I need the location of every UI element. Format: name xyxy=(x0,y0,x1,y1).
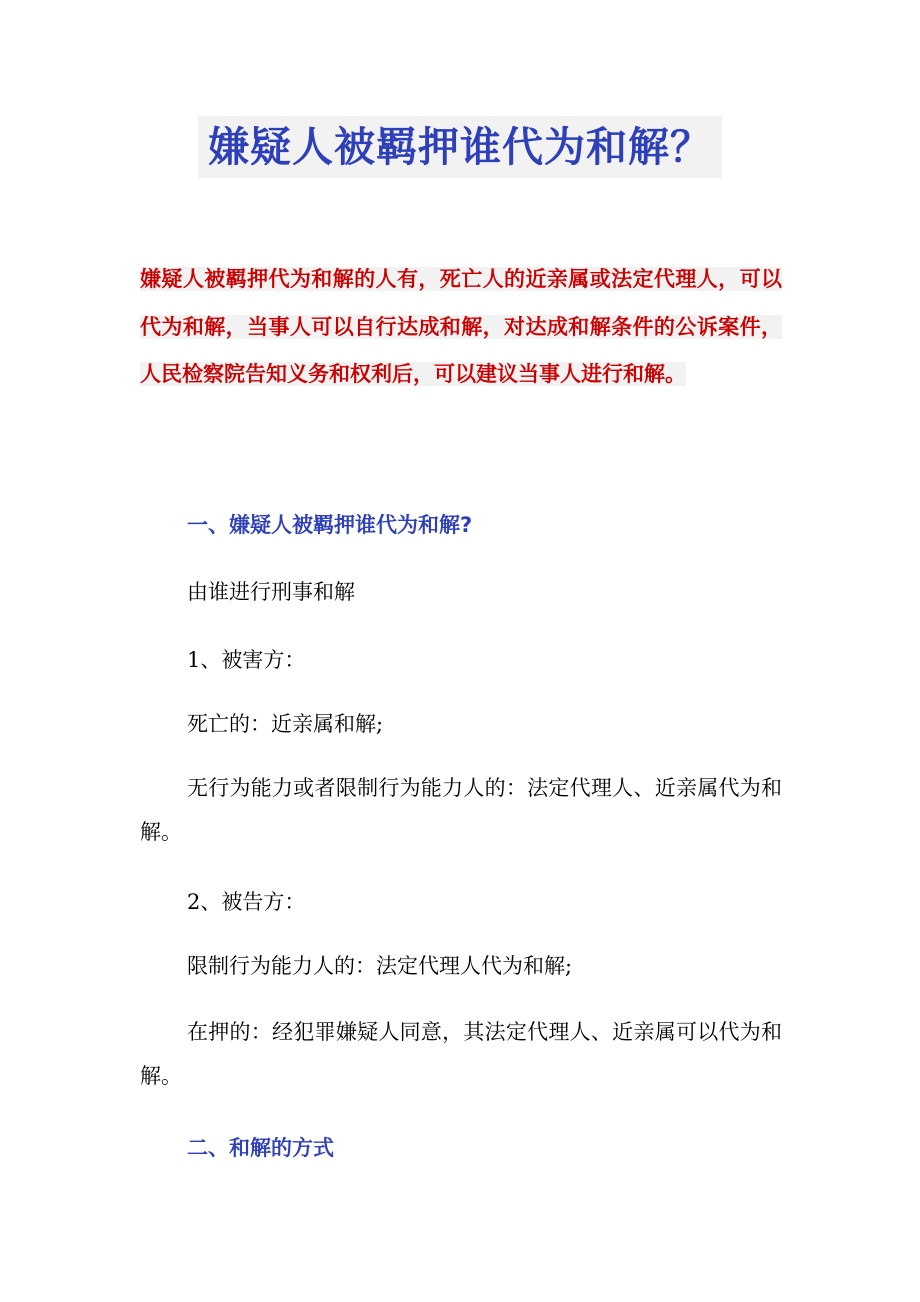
title-container xyxy=(0,116,920,178)
section-2-heading: 二、和解的方式 xyxy=(187,1136,334,1160)
summary-paragraph xyxy=(140,256,782,399)
summary-text: 嫌疑人被羁押代为和解的人有，死亡人的近亲属或法定代理人，可以代为和解，当事人可以自行达成和解，对达成和解条件的公诉案件，人民检察院告知义务和权利后，可以建议当事人进行和解。 xyxy=(140,267,782,386)
document-title: 嫌疑人被羁押谁代为和解？ xyxy=(198,116,722,178)
section-1-heading: 一、嫌疑人被羁押谁代为和解? xyxy=(187,513,473,537)
paragraph-limited-capacity: 限制行为能力人的：法定代理人代为和解; xyxy=(187,954,573,978)
paragraph-deceased: 死亡的：近亲属和解; xyxy=(187,712,384,736)
paragraph-in-custody: 在押的：经犯罪嫌疑人同意，其法定代理人、近亲属可以代为和解。 xyxy=(140,1020,782,1088)
paragraph-defendant-side: 2、被告方： xyxy=(187,890,306,914)
paragraph-incapacity: 无行为能力或者限制行为能力人的：法定代理人、近亲属代为和解。 xyxy=(140,776,782,844)
paragraph-victim-side: 1、被害方： xyxy=(187,648,306,672)
paragraph-who-conducts: 由谁进行刑事和解 xyxy=(187,580,355,604)
